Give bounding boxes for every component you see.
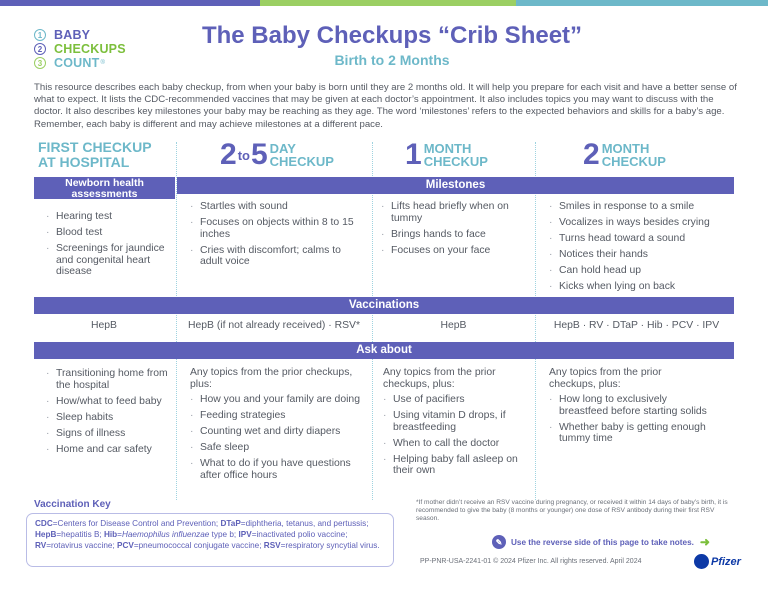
key-ipv-def: =inactivated polio vaccine;	[251, 530, 348, 540]
footer-code: PP-PNR-USA-2241-01 © 2024 Pfizer Inc. All rights reserved. April 2024	[420, 558, 642, 565]
page-subtitle: Birth to 2 Months	[334, 52, 450, 68]
reverse-side-note	[492, 535, 710, 549]
logo-row-1	[34, 28, 164, 42]
list-item: · Safe sleep	[190, 442, 360, 454]
key-pcv-abbr: PCV	[117, 541, 134, 551]
logo-row-2	[34, 42, 164, 56]
list-item: · Vocalizes in ways besides crying	[549, 217, 739, 229]
vaccines-1-month: HepB	[440, 320, 467, 331]
key-rv-def: =rotavirus vaccine;	[46, 541, 117, 551]
ask-list-first-checkup	[46, 368, 170, 460]
milestones-list-2-5-day	[190, 201, 366, 272]
list-item: · Helping baby fall asleep on their own	[383, 454, 531, 477]
vaccinations-band: Vaccinations	[34, 297, 734, 314]
newborn-assessments-band: Newborn health assessments	[34, 177, 175, 199]
key-hib-abbr: Hib	[103, 530, 118, 540]
heading-month-1: MONTH	[423, 141, 472, 156]
list-item: · Can hold head up	[549, 265, 739, 277]
arrow-right-icon: ➜	[699, 535, 710, 549]
newborn-assessments-list	[46, 211, 168, 282]
top-bar-purple	[0, 0, 260, 6]
list-item: · Whether baby is getting enough tummy time	[549, 422, 709, 445]
milestones-list-2-month	[549, 201, 739, 298]
ask-intro-1-month: Any topics from the prior checkups, plus:	[383, 367, 496, 390]
logo-row-3	[34, 56, 164, 70]
list-item: · What to do if you have questions after office hours	[190, 458, 360, 481]
first-checkup-line1: FIRST CHECKUP	[38, 139, 152, 155]
column-heading-2-5-day	[220, 140, 334, 170]
list-item: · Lifts head briefly when on tummy	[381, 201, 531, 224]
logo-number-3: 3	[34, 57, 46, 69]
heading-number-2-month: 2	[583, 138, 600, 171]
heading-month-2: MONTH	[601, 141, 650, 156]
column-heading-1-month	[405, 140, 488, 170]
key-rsv-abbr: RSV	[263, 541, 281, 551]
list-item: · Notices their hands	[549, 249, 739, 261]
logo-word-checkups: CHECKUPS	[54, 42, 126, 56]
baby-checkups-count-logo	[34, 28, 164, 70]
list-item: · Home and car safety	[46, 444, 170, 456]
heading-day: DAY	[269, 141, 296, 156]
ask-intro-2-5-day: Any topics from the prior checkups, plus:	[190, 367, 353, 390]
pencil-icon: ✎	[492, 535, 506, 549]
key-dtap-def: =diphtheria, tetanus, and pertussis;	[240, 519, 369, 528]
ask-intro-2-month: Any topics from the prior checkups, plus:	[549, 367, 662, 390]
heading-label-2-5	[268, 142, 334, 168]
list-item: · How you and your family are doing	[190, 394, 360, 406]
vaccination-key-title: Vaccination Key	[34, 499, 111, 510]
ask-about-band: Ask about	[34, 342, 734, 359]
key-hib-eq: =	[117, 530, 122, 540]
key-rv-abbr: RV	[35, 541, 47, 551]
list-item: · Feeding strategies	[190, 410, 360, 422]
pfizer-helix-icon	[694, 554, 709, 569]
pfizer-logo	[694, 554, 741, 569]
heading-to: to	[237, 147, 250, 163]
heading-label-1-month	[422, 142, 488, 168]
heading-label-2-month	[600, 142, 666, 168]
heading-checkup-2-month: CHECKUP	[601, 154, 666, 169]
list-item: · Focuses on your face	[381, 245, 531, 257]
heading-number-1: 1	[405, 138, 422, 171]
ask-list-1-month	[383, 394, 531, 482]
logo-number-2: 2	[34, 43, 46, 55]
list-item: · Transitioning home from the hospital	[46, 368, 170, 391]
list-item: · Kicks when lying on back	[549, 281, 739, 293]
key-hib-tail: type b;	[209, 530, 239, 540]
column-heading-first-checkup	[38, 140, 152, 170]
list-item: · Smiles in response to a smile	[549, 201, 739, 213]
list-item: · Signs of illness	[46, 428, 170, 440]
key-dtap-abbr: DTaP	[220, 519, 241, 528]
column-heading-2-month	[583, 140, 666, 170]
key-pcv-def: =pneumococcal conjugate vaccine;	[133, 541, 264, 551]
list-item: · Turns head toward a sound	[549, 233, 739, 245]
list-item: · When to call the doctor	[383, 438, 531, 450]
list-item: · Counting wet and dirty diapers	[190, 426, 360, 438]
list-item: · Use of pacifiers	[383, 394, 531, 406]
list-item: · Brings hands to face	[381, 229, 531, 241]
top-bar-teal	[516, 0, 768, 6]
list-item: · Focuses on objects within 8 to 15 inches	[190, 217, 366, 240]
list-item: · How long to exclusively breastfeed before starting solids	[549, 394, 709, 417]
logo-word-count: COUNT	[54, 56, 100, 70]
list-item: · Hearing test	[46, 211, 168, 223]
heading-number-5: 5	[250, 138, 268, 171]
key-hepb-abbr: HepB	[35, 530, 57, 540]
top-bar-green	[260, 0, 516, 6]
key-hib-def: Haemophilus influenzae	[121, 530, 210, 540]
list-item: · How/what to feed baby	[46, 396, 170, 408]
vaccines-2-5-day: HepB (if not already received) · RSV*	[187, 320, 361, 331]
list-item: · Blood test	[46, 227, 168, 239]
list-item: · Sleep habits	[46, 412, 170, 424]
key-rsv-def: =respiratory syncytial virus.	[280, 541, 380, 551]
list-item: · Cries with discomfort; calms to adult voice	[190, 245, 366, 268]
rsv-footnote: *If mother didn’t receive an RSV vaccine during pregnancy, or received it within 14 days of baby’s birth, it is recommended to give the baby (8 months or younger) one dose of RSV antibody during their first RSV season.	[416, 499, 728, 522]
milestones-band: Milestones	[177, 177, 734, 194]
heading-checkup-1-month: CHECKUP	[423, 154, 488, 169]
list-item: · Using vitamin D drops, if breastfeeding	[383, 410, 531, 433]
intro-paragraph: This resource describes each baby checkup, from when your baby is born until they are 2 months old. It will help you prepare for each visit and have a better sense of what to expect. It lists the CDC-recommended vaccines that may be given at each doctor’s appointment. It also includes topics you may want to discuss with the doctor. It also describes key milestones your baby may be reaching as they age. The word ‘milestones’ refers to the expected behaviors and skills for a baby’s age. Remember, each baby is different and may achieve milestones at a different pace.	[34, 82, 737, 130]
logo-number-1: 1	[34, 29, 46, 41]
key-ipv-abbr: IPV	[238, 530, 252, 540]
list-item: · Startles with sound	[190, 201, 366, 213]
vaccination-key-box	[26, 513, 394, 567]
key-cdc-def: =Centers for Disease Control and Prevention;	[52, 519, 221, 528]
milestones-list-1-month	[381, 201, 531, 261]
first-checkup-line2: AT HOSPITAL	[38, 154, 130, 170]
page-title: The Baby Checkups “Crib Sheet”	[201, 22, 583, 49]
logo-trademark: ®	[100, 60, 105, 66]
top-color-bar	[0, 0, 768, 6]
key-hepb-def: =hepatitis B;	[56, 530, 104, 540]
vaccines-first-checkup: HepB	[91, 320, 117, 331]
vaccines-2-month: HepB · RV · DTaP · Hib · PCV · IPV	[553, 320, 720, 331]
reverse-side-text: Use the reverse side of this page to take notes.	[511, 537, 694, 547]
heading-checkup-2-5: CHECKUP	[269, 154, 334, 169]
logo-word-baby: BABY	[54, 28, 91, 42]
pfizer-wordmark: Pfizer	[711, 555, 741, 568]
heading-number-2: 2	[220, 138, 237, 171]
list-item: · Screenings for jaundice and congenital heart disease	[46, 243, 168, 278]
key-cdc-abbr: CDC	[35, 519, 53, 528]
ask-list-2-month	[549, 394, 709, 449]
ask-list-2-5-day	[190, 394, 360, 486]
